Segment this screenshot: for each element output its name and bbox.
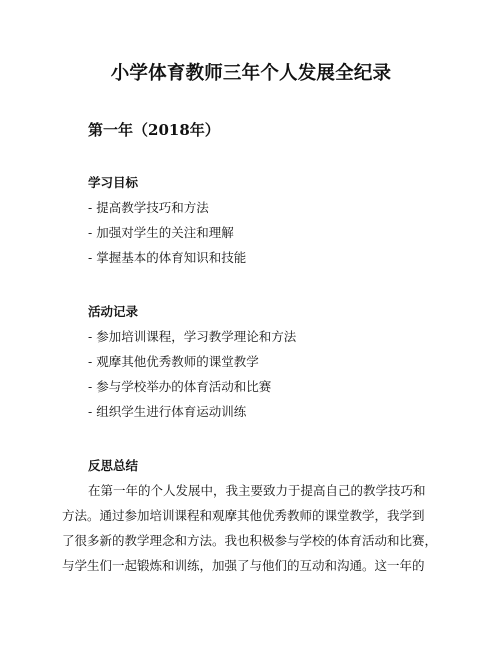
section-heading-learning-goals: 学习目标: [88, 175, 139, 190]
list-item: - 参与学校举办的体育活动和比赛: [88, 379, 272, 394]
list-item: - 观摩其他优秀教师的课堂教学: [88, 354, 259, 369]
section-heading-activity-log: 活动记录: [88, 304, 139, 319]
document-title: 小学体育教师三年个人发展全纪录: [110, 63, 392, 84]
list-item: - 参加培训课程，学习教学理论和方法: [88, 329, 297, 344]
year-heading: [88, 120, 220, 140]
paragraph-line: 了很多新的教学理念和方法。我也积极参与学校的体育活动和比赛，: [62, 533, 438, 548]
list-item: - 掌握基本的体育知识和技能: [88, 250, 247, 265]
section-heading-reflection: 反思总结: [88, 458, 139, 473]
year-heading-suffix: 年）: [189, 121, 220, 139]
paragraph-line: 在第一年的个人发展中，我主要致力于提高自己的教学技巧和: [88, 483, 426, 498]
list-item: - 加强对学生的关注和理解: [88, 225, 234, 240]
paragraph-line: 方法。通过参加培训课程和观摩其他优秀教师的课堂教学，我学到: [62, 508, 425, 523]
paragraph-line: 与学生们一起锻炼和训练，加强了与他们的互动和沟通。这一年的: [62, 558, 425, 573]
year-heading-prefix: 第一年（: [88, 121, 149, 139]
year-heading-year: 2018: [148, 121, 190, 139]
list-item: - 组织学生进行体育运动训练: [88, 404, 247, 419]
list-item: - 提高教学技巧和方法: [88, 200, 209, 215]
